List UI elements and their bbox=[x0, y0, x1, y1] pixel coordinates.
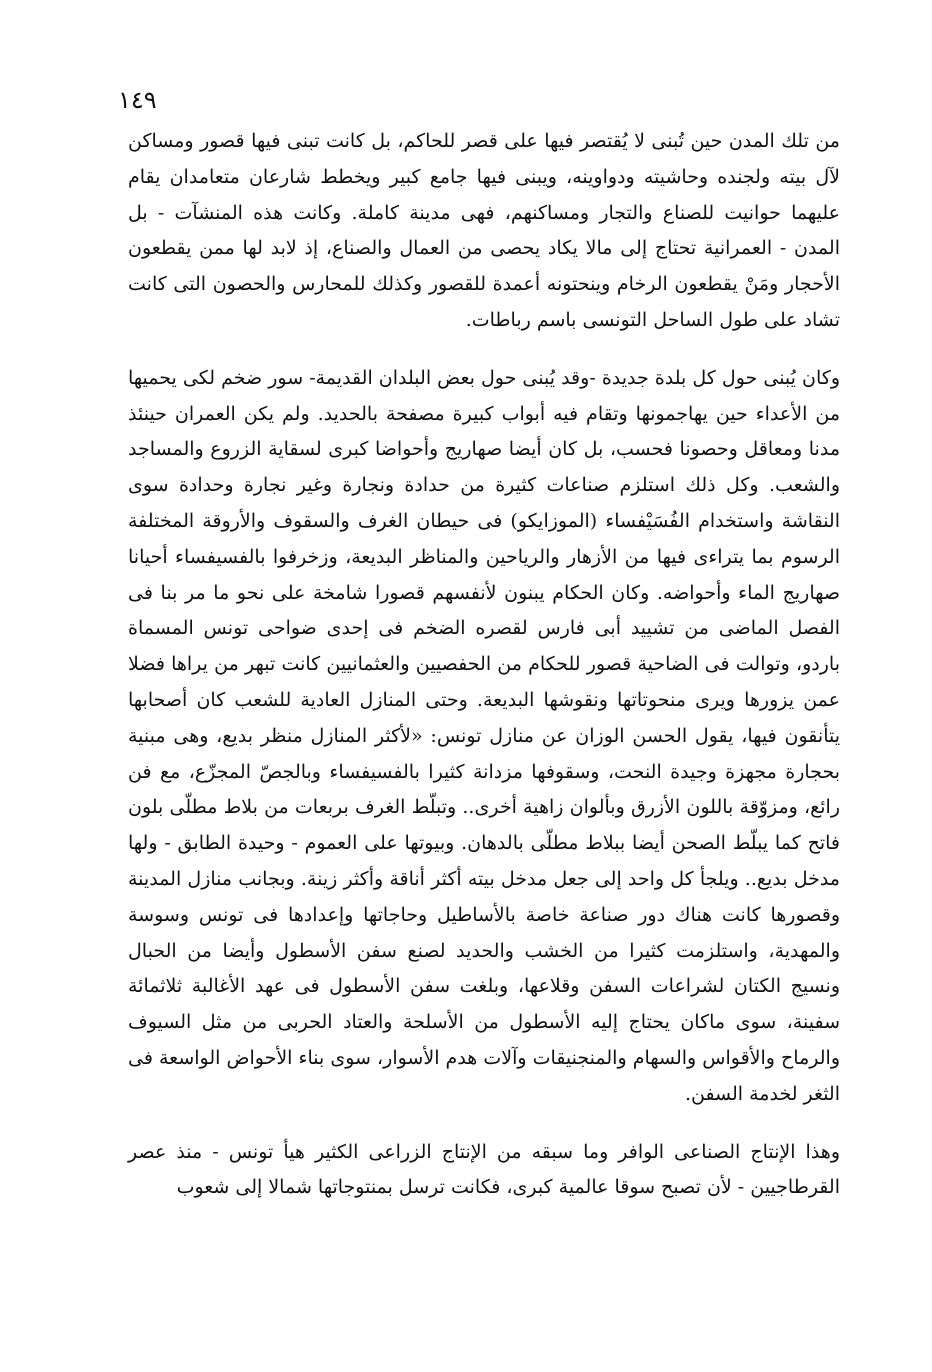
paragraph-1: من تلك المدن حين تُبنى لا يُقتصر فيها على قصر للحاكم، بل كانت تبنى فيها قصور ومساكن لآل بيته ولجنده وحاشيته ودواوينه، ويبنى فيها جامع كبير ويخطط شارعان متعامدان يقام عليهما حوانيت للصناع والتجار ومساكنهم، فهى مدينة كاملة. وكانت هذه المنشآت - بل المدن - العمرانية تحتاج إلى مالا يكاد يحصى من العمال والصناع، إذ لابد لها ممن يقطعون الأحجار ومَنْ يقطعون الرخام وينحتونه أعمدة للقصور وكذلك للمحارس والحصون التى كانت تشاد على طول الساحل التونسى باسم رباطات. bbox=[128, 130, 840, 331]
page-number: ١٤٩ bbox=[118, 86, 157, 114]
paragraph-3: وهذا الإنتاج الصناعى الوافر وما سبقه من الإنتاج الزراعى الكثير هيأ تونس - منذ عصر القرطاجيين - لأن تصبح سوقا عالمية كبرى، فكانت ترسل بمنتوجاتها شمالا إلى شعوب bbox=[128, 1140, 840, 1199]
body-text bbox=[128, 124, 840, 1206]
paragraph-2: وكان يُبنى حول كل بلدة جديدة -وقد يُبنى حول بعض البلدان القديمة- سور ضخم لكى يحميها من الأعداء حين يهاجمونها وتقام فيه أبواب كبيرة مصفحة بالحديد. ولم يكن العمران حينئذ مدنا ومعاقل وحصونا فحسب، بل كان أيضا صهاريج وأحواضا كبرى لسقاية الزروع والمساجد والشعب. وكل ذلك استلزم صناعات كثيرة من حدادة ونجارة وغير نجارة وحدادة سوى النقاشة واستخدام الفُسَيْفساء (الموزايكو) فى حيطان الغرف والسقوف والأروقة المختلفة الرسوم بما يتراءى فيها من الأزهار والرياحين والمناظر البديعة، وزخرفوا بالفسيفساء أحيانا صهاريج الماء وأحواضه. وكان الحكام يبنون لأنفسهم قصورا شامخة على نحو ما مر بنا فى الفصل الماضى من تشييد أبى فارس لقصره الضخم فى إحدى ضواحى تونس المسماة باردو، وتوالت فى الضاحية قصور للحكام من الحفصيين والعثمانيين كانت تبهر من يراها فضلا عمن يزورها ويرى منحوتاتها ونقوشها البديعة. وحتى المنازل العادية للشعب كان أصحابها يتأنقون فيها، يقول الحسن الوزان عن منازل تونس: «لأكثر المنازل منظر بديع، وهى مبنية بحجارة مجهزة وجيدة النحت، وسقوفها مزدانة كثيرا بالفسيفساء وبالجصّ المجزّع، مع فن رائع، ومزوّقة باللون الأزرق وبألوان زاهية أخرى.. وتبلّط الغرف بربعات من بلاط مطلّى بلون فاتح كما يبلّط الصحن أيضا ببلاط مطلّى بالدهان. وبيوتها على العموم - وحيدة الطابق - ولها مدخل بديع.. ويلجأ كل واحد إلى جعل مدخل بيته أكثر أناقة وأكثر زينة. وبجانب منازل المدينة وقصورها كانت هناك دور صناعة خاصة بالأساطيل وحاجاتها وإعدادها فى تونس وسوسة والمهدية، واستلزمت كثيرا من الخشب والحديد لصنع سفن الأسطول وأيضا من الحبال ونسيج الكتان لشراعات السفن وقلاعها، وبلغت سفن الأسطول فى عهد الأغالبة ثلاثمائة سفينة، سوى ماكان يحتاج إليه الأسطول من الأسلحة والعتاد الحربى من مثل السيوف والرماح والأقواس والسهام والمنجنيقات وآلات هدم الأسوار، سوى بناء الأحواض الواسعة فى الثغر لخدمة السفن. bbox=[128, 366, 840, 1105]
